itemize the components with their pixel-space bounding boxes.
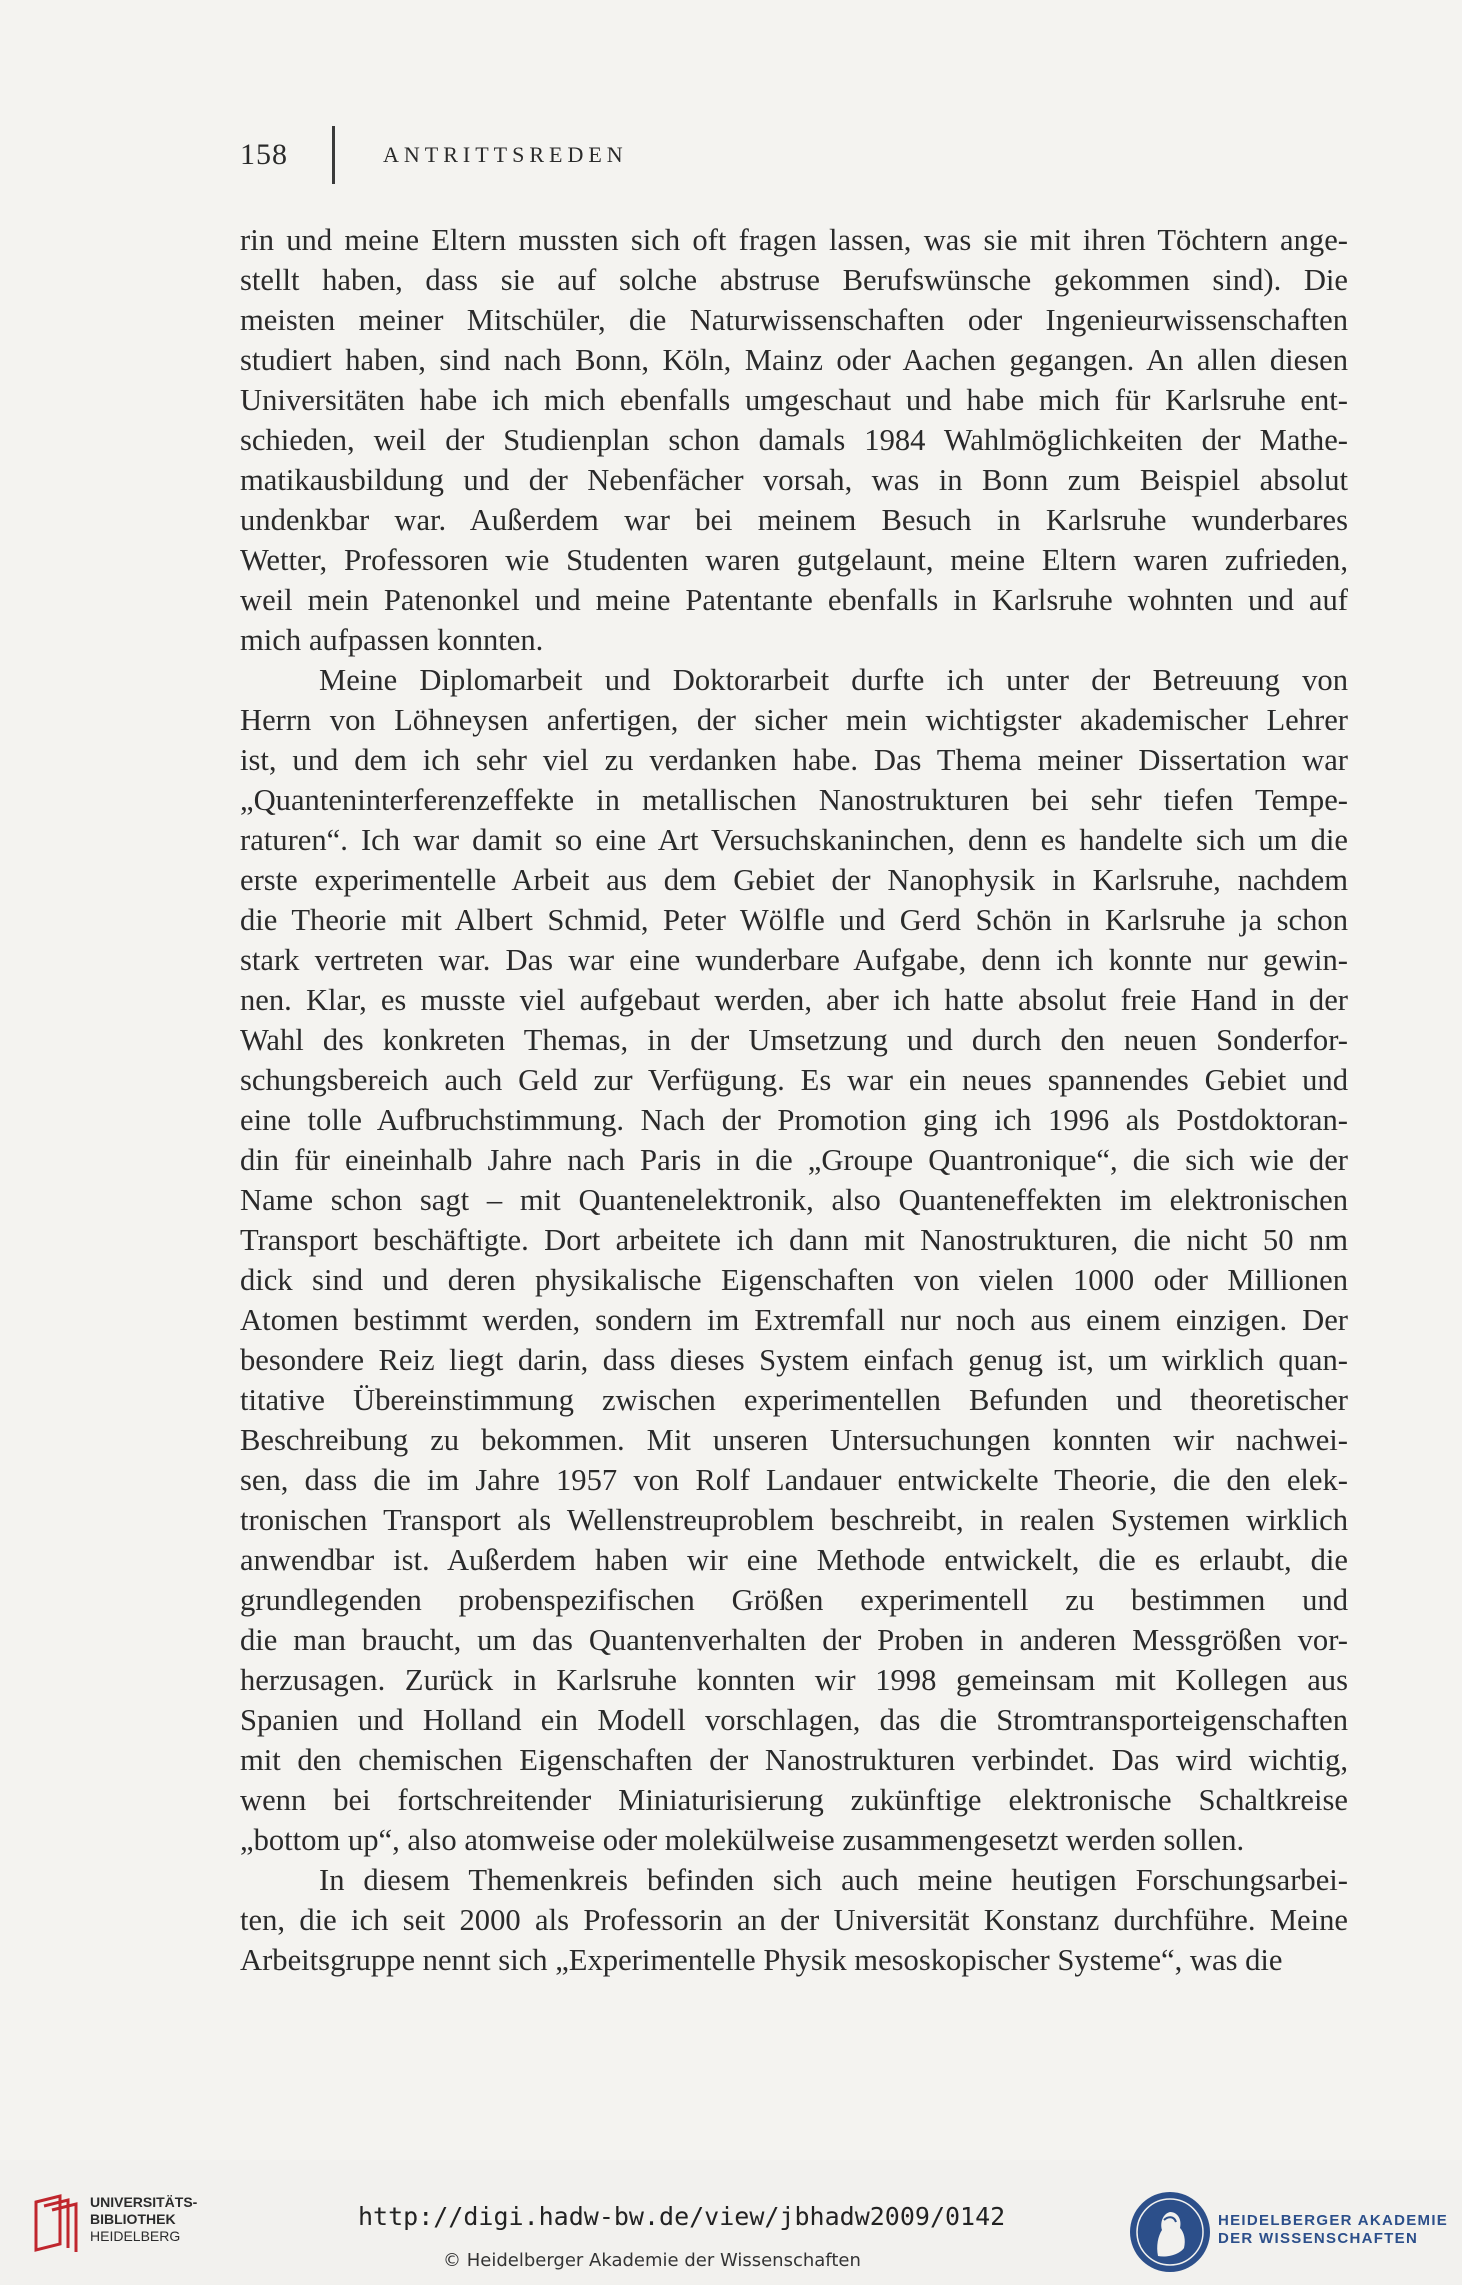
text-line: besondere Reiz liegt darin, dass dieses System einfach genug ist, um wirklich quan-	[240, 1343, 1348, 1377]
text-line: Beschreibung zu bekommen. Mit unseren Untersuchungen konnten wir nachwei-	[240, 1423, 1348, 1457]
header-divider	[332, 126, 335, 184]
permalink-url[interactable]: http://digi.hadw-bw.de/view/jbhadw2009/0142	[358, 2202, 1006, 2231]
text-line: mich aufpassen konnten.	[240, 623, 544, 657]
copyright-notice: © Heidelberger Akademie der Wissenschaften	[443, 2250, 861, 2271]
text-line: schieden, weil der Studienplan schon damals 1984 Wahlmöglichkeiten der Mathe-	[240, 423, 1348, 457]
text-line: weil mein Patenonkel und meine Patentante ebenfalls in Karlsruhe wohnten und auf	[240, 583, 1348, 617]
university-library-name: UNIVERSITÄTS- BIBLIOTHEK HEIDELBERG	[90, 2194, 198, 2244]
page-number: 158	[240, 138, 288, 171]
text-line: din für eineinhalb Jahre nach Paris in die „Groupe Quantronique“, die sich wie der	[240, 1143, 1348, 1177]
text-line: Name schon sagt – mit Quantenelektronik, also Quanteneffekten im elektronischen	[240, 1183, 1348, 1217]
academy-seal-icon	[1128, 2190, 1212, 2274]
text-line: Meine Diplomarbeit und Doktorarbeit durfte ich unter der Betreuung von	[319, 663, 1348, 697]
text-line: In diesem Themenkreis befinden sich auch meine heutigen Forschungsarbei-	[319, 1863, 1348, 1897]
digitization-footer	[0, 2160, 1462, 2285]
text-line: tronischen Transport als Wellenstreuproblem beschreibt, in realen Systemen wirklich	[240, 1503, 1348, 1537]
text-line: ten, die ich seit 2000 als Professorin an der Universität Konstanz durchführe. Meine	[240, 1903, 1348, 1937]
text-line: Arbeitsgruppe nennt sich „Experimentelle Physik mesoskopischer Systeme“, was die	[240, 1943, 1283, 1977]
running-title: ANTRITTSREDEN	[383, 142, 628, 167]
text-line: Herrn von Löhneysen anfertigen, der sicher mein wichtigster akademischer Lehrer	[240, 703, 1348, 737]
university-library-logo-icon	[30, 2192, 82, 2254]
text-line: mit den chemischen Eigenschaften der Nanostrukturen verbindet. Das wird wichtig,	[240, 1743, 1348, 1777]
text-line: anwendbar ist. Außerdem haben wir eine Methode entwickelt, die es erlaubt, die	[240, 1543, 1348, 1577]
body-text	[240, 220, 1348, 1980]
text-line: raturen“. Ich war damit so eine Art Versuchskaninchen, denn es handelte sich um die	[240, 823, 1348, 857]
text-line: wenn bei fortschreitender Miniaturisierung zukünftige elektronische Schaltkreise	[240, 1783, 1348, 1817]
text-line: grundlegenden probenspezifischen Größen experimentell zu bestimmen und	[240, 1583, 1348, 1617]
academy-name: HEIDELBERGER AKADEMIE DER WISSENSCHAFTEN	[1218, 2212, 1449, 2247]
text-line: Transport beschäftigte. Dort arbeitete ich dann mit Nanostrukturen, die nicht 50 nm	[240, 1223, 1348, 1257]
text-line: rin und meine Eltern mussten sich oft fragen lassen, was sie mit ihren Töchtern ange-	[240, 223, 1348, 257]
text-line: dick sind und deren physikalische Eigenschaften von vielen 1000 oder Millionen	[240, 1263, 1348, 1297]
text-line: ist, und dem ich sehr viel zu verdanken habe. Das Thema meiner Dissertation war	[240, 743, 1348, 777]
text-line: stark vertreten war. Das war eine wunderbare Aufgabe, denn ich konnte nur gewin-	[240, 943, 1348, 977]
text-line: Atomen bestimmt werden, sondern im Extremfall nur noch aus einem einzigen. Der	[240, 1303, 1348, 1337]
text-line: herzusagen. Zurück in Karlsruhe konnten wir 1998 gemeinsam mit Kollegen aus	[240, 1663, 1348, 1697]
text-line: schungsbereich auch Geld zur Verfügung. Es war ein neues spannendes Gebiet und	[240, 1063, 1348, 1097]
text-line: Spanien und Holland ein Modell vorschlagen, das die Stromtransporteigenschaften	[240, 1703, 1348, 1737]
text-line: titative Übereinstimmung zwischen experimentellen Befunden und theoretischer	[240, 1383, 1348, 1417]
text-line: eine tolle Aufbruchstimmung. Nach der Promotion ging ich 1996 als Postdoktoran-	[240, 1103, 1348, 1137]
text-line: nen. Klar, es musste viel aufgebaut werden, aber ich hatte absolut freie Hand in der	[240, 983, 1348, 1017]
text-line: studiert haben, sind nach Bonn, Köln, Mainz oder Aachen gegangen. An allen diesen	[240, 343, 1348, 377]
text-line: Universitäten habe ich mich ebenfalls umgeschaut und habe mich für Karlsruhe ent-	[240, 383, 1348, 417]
text-line: „Quanteninterferenzeffekte in metallischen Nanostrukturen bei sehr tiefen Tempe-	[240, 783, 1348, 817]
text-line: die man braucht, um das Quantenverhalten der Proben in anderen Messgrößen vor-	[240, 1623, 1348, 1657]
page-header	[240, 130, 628, 180]
text-line: „bottom up“, also atomweise oder molekülweise zusammengesetzt werden sollen.	[240, 1823, 1245, 1857]
text-line: Wetter, Professoren wie Studenten waren gutgelaunt, meine Eltern waren zufrieden,	[240, 543, 1348, 577]
text-line: sen, dass die im Jahre 1957 von Rolf Landauer entwickelte Theorie, die den elek-	[240, 1463, 1348, 1497]
text-line: stellt haben, dass sie auf solche abstruse Berufswünsche gekommen sind). Die	[240, 263, 1348, 297]
text-line: undenkbar war. Außerdem war bei meinem Besuch in Karlsruhe wunderbares	[240, 503, 1348, 537]
text-line: erste experimentelle Arbeit aus dem Gebiet der Nanophysik in Karlsruhe, nachdem	[240, 863, 1348, 897]
text-line: matikausbildung und der Nebenfächer vorsah, was in Bonn zum Beispiel absolut	[240, 463, 1348, 497]
text-line: meisten meiner Mitschüler, die Naturwissenschaften oder Ingenieurwissenschaften	[240, 303, 1348, 337]
text-line: Wahl des konkreten Themas, in der Umsetzung und durch den neuen Sonderfor-	[240, 1023, 1348, 1057]
text-line: die Theorie mit Albert Schmid, Peter Wölfle und Gerd Schön in Karlsruhe ja schon	[240, 903, 1348, 937]
